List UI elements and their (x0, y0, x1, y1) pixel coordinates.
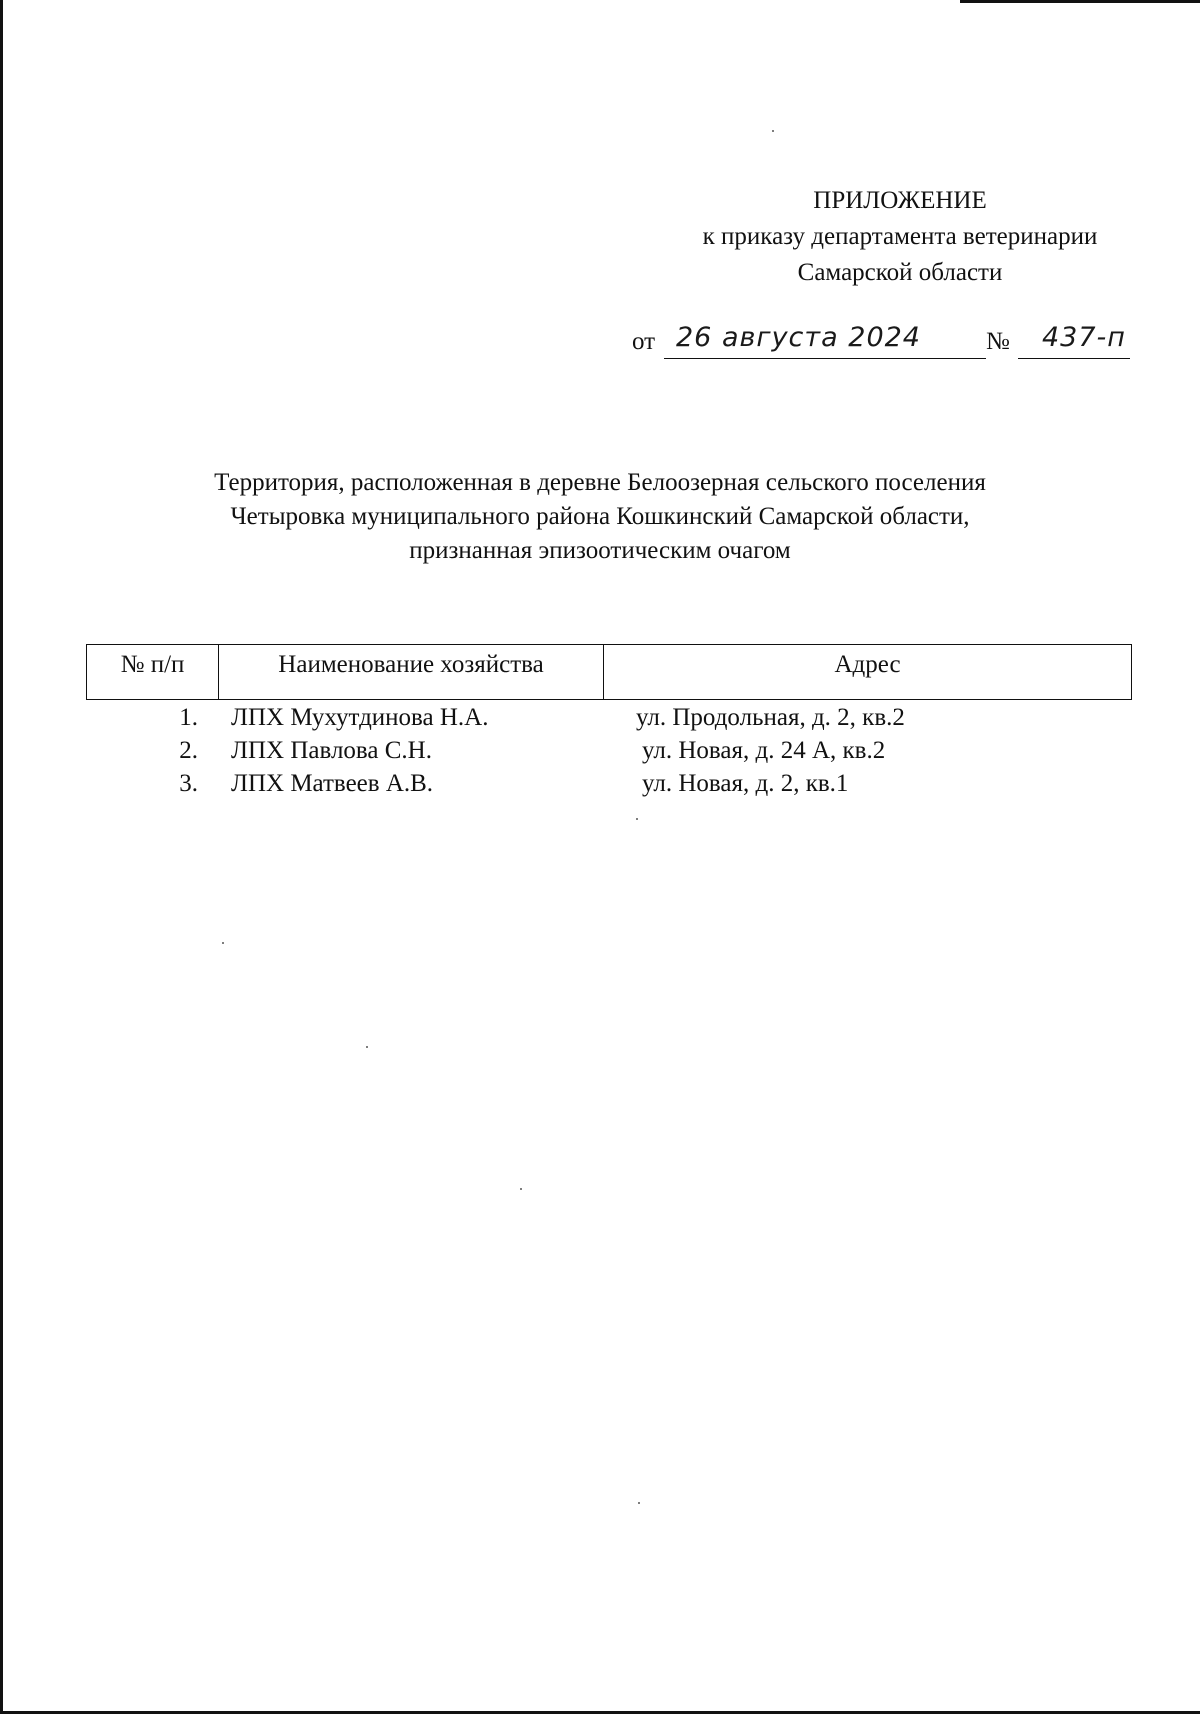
heading-line-2: Четыровка муниципального района Кошкинский Самарской области, (230, 503, 970, 530)
farms-table (86, 644, 1131, 803)
column-header-address: Адрес (604, 645, 1132, 700)
scan-speck (366, 1046, 368, 1048)
approval-line-2: к приказу департамента ветеринарии (702, 223, 1098, 250)
scan-speck (636, 818, 638, 820)
row-farm-name: ЛПХ Мухутдинова Н.А. (231, 704, 489, 731)
scan-speck (520, 1188, 522, 1190)
approval-title: ПРИЛОЖЕНИЕ (813, 187, 987, 214)
order-date-number (632, 322, 1132, 362)
number-underline (1018, 358, 1130, 359)
approval-block (620, 183, 1180, 291)
scan-edge-left (0, 0, 3, 1714)
order-from-label: от (632, 328, 656, 355)
row-address: ул. Новая, д. 2, кв.1 (642, 770, 849, 797)
scan-edge-top (960, 0, 1200, 3)
table-header (86, 644, 1132, 700)
table-row (86, 770, 1131, 803)
table-row (86, 704, 1131, 737)
date-underline (664, 358, 986, 359)
scan-speck (638, 1502, 640, 1504)
row-address: ул. Новая, д. 24 А, кв.2 (642, 737, 886, 764)
order-date-handwritten: 26 августа 2024 (676, 322, 921, 353)
row-number: 2. (179, 737, 198, 764)
table-row (86, 737, 1131, 770)
order-number-handwritten: 437-п (1042, 322, 1126, 353)
row-number: 1. (179, 704, 198, 731)
approval-line-3: Самарской области (797, 259, 1003, 286)
heading-line-1: Территория, расположенная в деревне Белоозерная сельского поселения (214, 469, 986, 496)
table-body (86, 700, 1131, 803)
document-heading (100, 466, 1100, 568)
row-farm-name: ЛПХ Матвеев А.В. (231, 770, 434, 797)
column-header-number: № п/п (87, 645, 219, 700)
column-header-name: Наименование хозяйства (219, 645, 604, 700)
row-number: 3. (179, 770, 198, 797)
heading-line-3: признанная эпизоотическим очагом (409, 537, 791, 564)
row-farm-name: ЛПХ Павлова С.Н. (231, 737, 432, 764)
row-address: ул. Продольная, д. 2, кв.2 (636, 704, 905, 731)
order-number-label: № (986, 328, 1010, 355)
scan-speck (772, 130, 774, 132)
scan-speck (222, 942, 224, 944)
